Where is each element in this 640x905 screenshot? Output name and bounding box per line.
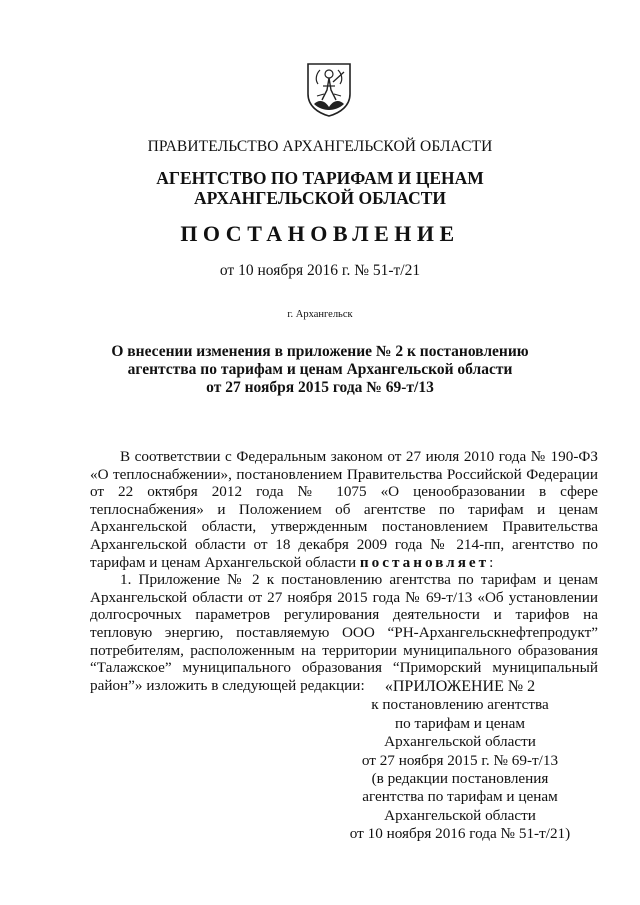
- document-subject: [0, 343, 640, 397]
- agency-title-line2: АРХАНГЕЛЬСКОЙ ОБЛАСТИ: [194, 188, 446, 208]
- appendix-line: Архангельской области: [384, 733, 536, 751]
- subject-line2: агентства по тарифам и ценам Архангельской области: [127, 361, 513, 378]
- appendix-line: Архангельской области: [384, 806, 536, 824]
- appendix-line: к постановлению агентства: [371, 696, 549, 714]
- document-body: [90, 448, 598, 694]
- preamble-colon: :: [489, 553, 494, 571]
- government-title: ПРАВИТЕЛЬСТВО АРХАНГЕЛЬСКОЙ ОБЛАСТИ: [147, 138, 493, 155]
- appendix-line: по тарифам и ценам: [394, 714, 526, 732]
- appendix-title: «ПРИЛОЖЕНИЕ № 2: [384, 678, 536, 695]
- document-city: г. Архангельск: [287, 309, 353, 320]
- appendix-line: от 10 ноября 2016 года № 51-т/21): [349, 825, 571, 843]
- document-date-number: от 10 ноября 2016 г. № 51-т/21: [219, 262, 421, 279]
- coat-of-arms-icon: [300, 60, 358, 118]
- preamble-text: В соответствии с Федеральным законом от 27 июля 2010 года № 190-ФЗ «О теплоснабжении», постановлением Правительства Российской Федерации от 22 октября 2012 года № 1075 «О ценообразовании в сфере теплоснабжения» и Положением об агентстве по тарифам и ценам Архангельской области, утвержденным постановлением Правительства Архангельской области от 18 декабря 2009 года № 214-пп, агентство по тарифам и ценам Архангельской области: [90, 448, 598, 571]
- document-type-heading: ПОСТАНОВЛЕНИЕ: [180, 221, 460, 246]
- appendix-line: агентства по тарифам и ценам: [362, 788, 558, 806]
- decree-word: постановляет: [359, 553, 490, 571]
- agency-title-line1: АГЕНТСТВО ПО ТАРИФАМ И ЦЕНАМ: [156, 168, 484, 188]
- appendix-header: [340, 678, 580, 844]
- subject-line1: О внесении изменения в приложение № 2 к постановлению: [111, 343, 529, 360]
- appendix-line: (в редакции постановления: [371, 770, 549, 788]
- subject-line3: от 27 ноября 2015 года № 69-т/13: [206, 379, 434, 396]
- agency-title: [0, 168, 640, 208]
- paragraph-preamble: [90, 448, 598, 571]
- appendix-line: от 27 ноября 2015 г. № 69-т/13: [361, 751, 559, 769]
- paragraph-item-1: 1. Приложение № 2 к постановлению агентства по тарифам и ценам Архангельской области от 27 ноября 2015 года № 69-т/13 «Об установлении долгосрочных параметров регулирования деятельности и тарифов на тепловую энергию, поставляемую ООО “РН-Архангельскнефтепродукт” потребителям, расположенным на территории муниципального образования “Талажское” муниципального образования “Приморский муниципальный район”» изложить в следующей редакции:: [90, 571, 598, 694]
